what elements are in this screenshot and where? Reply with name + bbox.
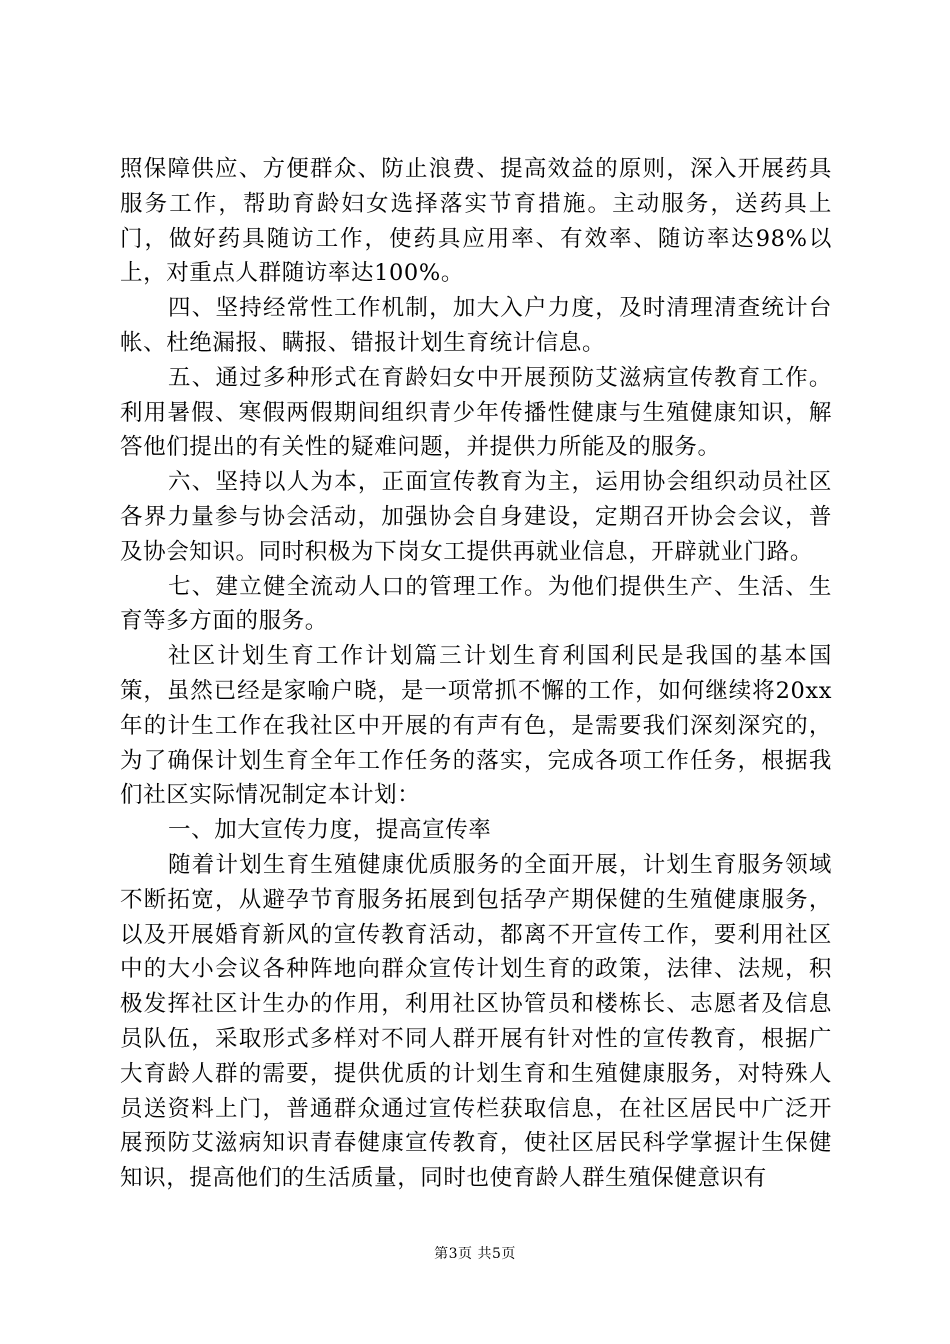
paragraph-item-six: 六、坚持以人为本，正面宣传教育为主，运用协会组织动员社区各界力量参与协会活动，加强协会自身建设，定期召开协会会议，普及协会知识。同时积极为下岗女工提供再就业信息，开辟就业门路。 xyxy=(120,469,832,565)
paragraph-item-five: 五、通过多种形式在育龄妇女中开展预防艾滋病宣传教育工作。利用暑假、寒假两假期间组织青少年传播性健康与生殖健康知识，解答他们提出的有关性的疑难问题，并提供力所能及的服务。 xyxy=(120,364,832,461)
paragraph-publicity: 随着计划生育生殖健康优质服务的全面开展，计划生育服务领域不断拓宽，从避孕节育服务拓展到包括孕产期保健的生殖健康服务，以及开展婚育新风的宣传教育活动，都离不开宣传工作，要利用社区中的大小会议各种阵地向群众宣传计划生育的政策，法律、法规，积极发挥社区计生办的作用，利用社区协管员和楼栋长、志愿者及信息员队伍，采取形式多样对不同人群开展有针对性的宣传教育，根据广大育龄人群的需要，提供优质的计划生育和生殖健康服务，对特殊人员送资料上门，普通群众通过宣传栏获取信息，在社区居民中广泛开展预防艾滋病知识青春健康宣传教育，使社区居民科学掌握计生保健知识，提高他们的生活质量，同时也使育龄人群生殖保健意识有 xyxy=(120,851,832,1192)
document-body xyxy=(120,152,832,1196)
paragraph-item-seven: 七、建立健全流动人口的管理工作。为他们提供生产、生活、生育等多方面的服务。 xyxy=(120,573,832,635)
paragraph-plan-intro: 社区计划生育工作计划篇三计划生育利国利民是我国的基本国策，虽然已经是家喻户晓，是一项常抓不懈的工作，如何继续将20xx年的计生工作在我社区中开展的有声有色，是需要我们深刻深究的，为了确保计划生育全年工作任务的落实，完成各项工作任务，根据我们社区实际情况制定本计划： xyxy=(120,643,832,809)
paragraph-item-four: 四、坚持经常性工作机制，加大入户力度，及时清理清查统计台帐、杜绝漏报、瞒报、错报计划生育统计信息。 xyxy=(120,295,832,356)
paragraph-continuation: 照保障供应、方便群众、防止浪费、提高效益的原则，深入开展药具服务工作，帮助育龄妇女选择落实节育措施。主动服务，送药具上门，做好药具随访工作，使药具应用率、有效率、随访率达98%以上，对重点人群随访率达100%。 xyxy=(120,156,832,287)
page-number-footer: 第3页 共5页 xyxy=(434,1246,516,1262)
section-heading-one: 一、加大宣传力度，提高宣传率 xyxy=(168,817,492,844)
